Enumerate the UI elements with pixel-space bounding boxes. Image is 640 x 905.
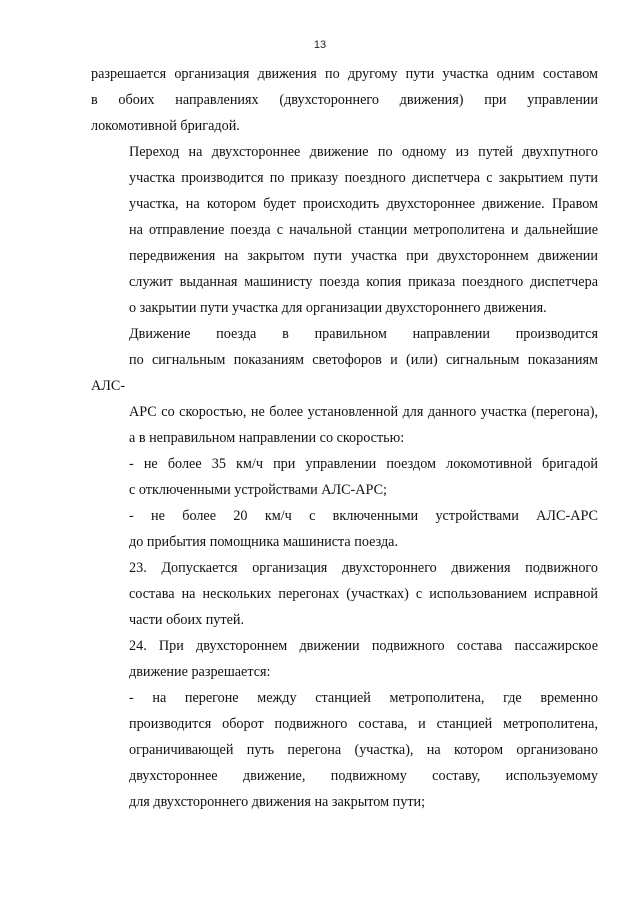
text-line: двухстороннее движение, подвижному составу, используемому: [129, 768, 598, 784]
paragraph: [91, 685, 598, 815]
text-line: участка, на котором будет происходить двухстороннее движение. Правом: [129, 196, 598, 212]
paragraph: [91, 321, 598, 451]
text-line: в обоих направлениях (двухстороннего движения) при управлении: [91, 92, 598, 108]
text-line: - не более 20 км/ч с включенными устройствами АЛС-АРС: [129, 508, 598, 524]
text-line: а в неправильном направлении со скоростью:: [129, 430, 405, 446]
text-line: Переход на двухстороннее движение по одному из путей двухпутного: [129, 144, 598, 160]
text-line: состава на нескольких перегонах (участках) с использованием исправной: [129, 586, 598, 602]
text-line: части обоих путей.: [129, 612, 245, 628]
paragraph: [91, 555, 598, 633]
text-line: для двухстороннего движения на закрытом пути;: [129, 794, 426, 810]
text-line: участка производится по приказу поездного диспетчера с закрытием пути: [129, 170, 598, 186]
text-line: до прибытия помощника машиниста поезда.: [129, 534, 399, 550]
paragraph: [91, 61, 598, 139]
text-line: по сигнальным показаниям светофоров и (или) сигнальным показаниям АЛС-: [91, 352, 598, 394]
text-line: АРС со скоростью, не более установленной для данного участка (перегона),: [129, 404, 598, 420]
paragraph: [91, 503, 598, 555]
text-line: на отправление поезда с начальной станции метрополитена и дальнейшие: [129, 222, 598, 238]
text-line: производится оборот подвижного состава, и станцией метрополитена,: [129, 716, 598, 732]
text-line: о закрытии пути участка для организации двухстороннего движения.: [129, 300, 547, 316]
text-line: ограничивающей путь перегона (участка), на котором организовано: [129, 742, 598, 758]
text-line: 24. При двухстороннем движении подвижного состава пассажирское: [129, 638, 598, 654]
text-line: передвижения на закрытом пути участка при двухстороннем движении: [129, 248, 598, 264]
text-line: 23. Допускается организация двухстороннего движения подвижного: [129, 560, 598, 576]
text-line: Движение поезда в правильном направлении производится: [129, 326, 598, 342]
document-body: [91, 61, 598, 815]
paragraph: [91, 139, 598, 321]
text-line: - не более 35 км/ч при управлении поездом локомотивной бригадой: [129, 456, 598, 472]
text-line: - на перегоне между станцией метрополитена, где временно: [129, 690, 598, 706]
page-number: 13: [313, 39, 327, 51]
text-line: разрешается организация движения по другому пути участка одним составом: [91, 66, 598, 82]
text-line: локомотивной бригадой.: [91, 118, 240, 134]
paragraph: [91, 633, 598, 685]
paragraph: [91, 451, 598, 503]
text-line: служит выданная машинисту поезда копия приказа поездного диспетчера: [129, 274, 598, 290]
text-line: движение разрешается:: [129, 664, 271, 680]
text-line: с отключенными устройствами АЛС-АРС;: [129, 482, 387, 498]
